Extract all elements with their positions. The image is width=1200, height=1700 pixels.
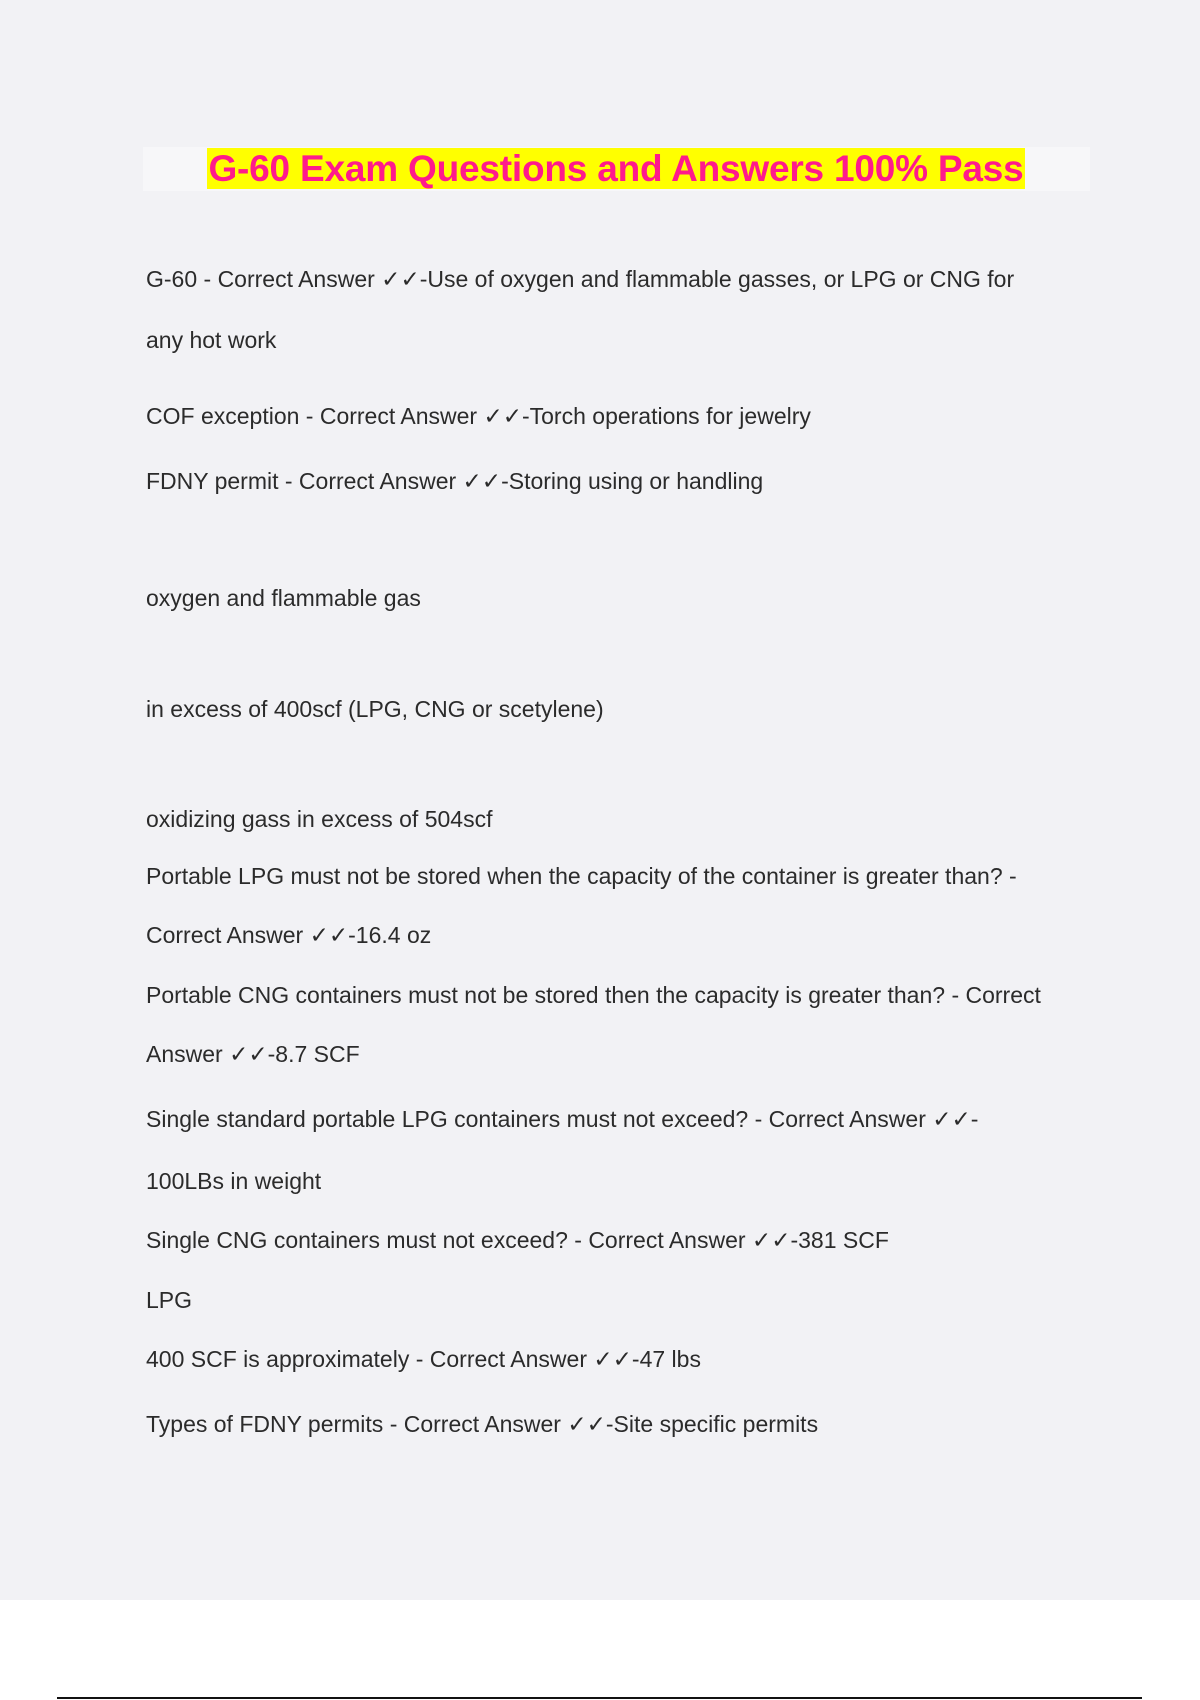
qa-line: Types of FDNY permits - Correct Answer ✓✓-Site specific permits: [146, 1411, 819, 1437]
qa-line: Single standard portable LPG containers must not exceed? - Correct Answer ✓✓-: [146, 1106, 979, 1132]
qa-line: Correct Answer ✓✓-16.4 oz: [146, 922, 432, 948]
qa-line: G-60 - Correct Answer ✓✓-Use of oxygen and flammable gasses, or LPG or CNG for: [146, 266, 1015, 292]
qa-line: in excess of 400scf (LPG, CNG or scetylene): [146, 696, 604, 722]
qa-line: any hot work: [146, 327, 277, 353]
qa-line: LPG: [146, 1287, 193, 1313]
qa-line: Portable LPG must not be stored when the capacity of the container is greater than? -: [146, 863, 1017, 889]
qa-line: 400 SCF is approximately - Correct Answer ✓✓-47 lbs: [146, 1346, 701, 1372]
qa-line: FDNY permit - Correct Answer ✓✓-Storing using or handling: [146, 468, 764, 494]
qa-line: 100LBs in weight: [146, 1168, 322, 1194]
footer-divider: [57, 1697, 1142, 1699]
qa-line: Portable CNG containers must not be stored then the capacity is greater than? - Correct: [146, 982, 1041, 1008]
qa-line: oxidizing gass in excess of 504scf: [146, 806, 493, 832]
qa-line: Single CNG containers must not exceed? - Correct Answer ✓✓-381 SCF: [146, 1227, 889, 1253]
qa-line: oxygen and flammable gas: [146, 585, 421, 611]
document-title: [0, 147, 1200, 191]
qa-line: COF exception - Correct Answer ✓✓-Torch operations for jewelry: [146, 403, 811, 429]
qa-line: Answer ✓✓-8.7 SCF: [146, 1041, 360, 1067]
document-title-text: G-60 Exam Questions and Answers 100% Pass: [208, 148, 1024, 189]
